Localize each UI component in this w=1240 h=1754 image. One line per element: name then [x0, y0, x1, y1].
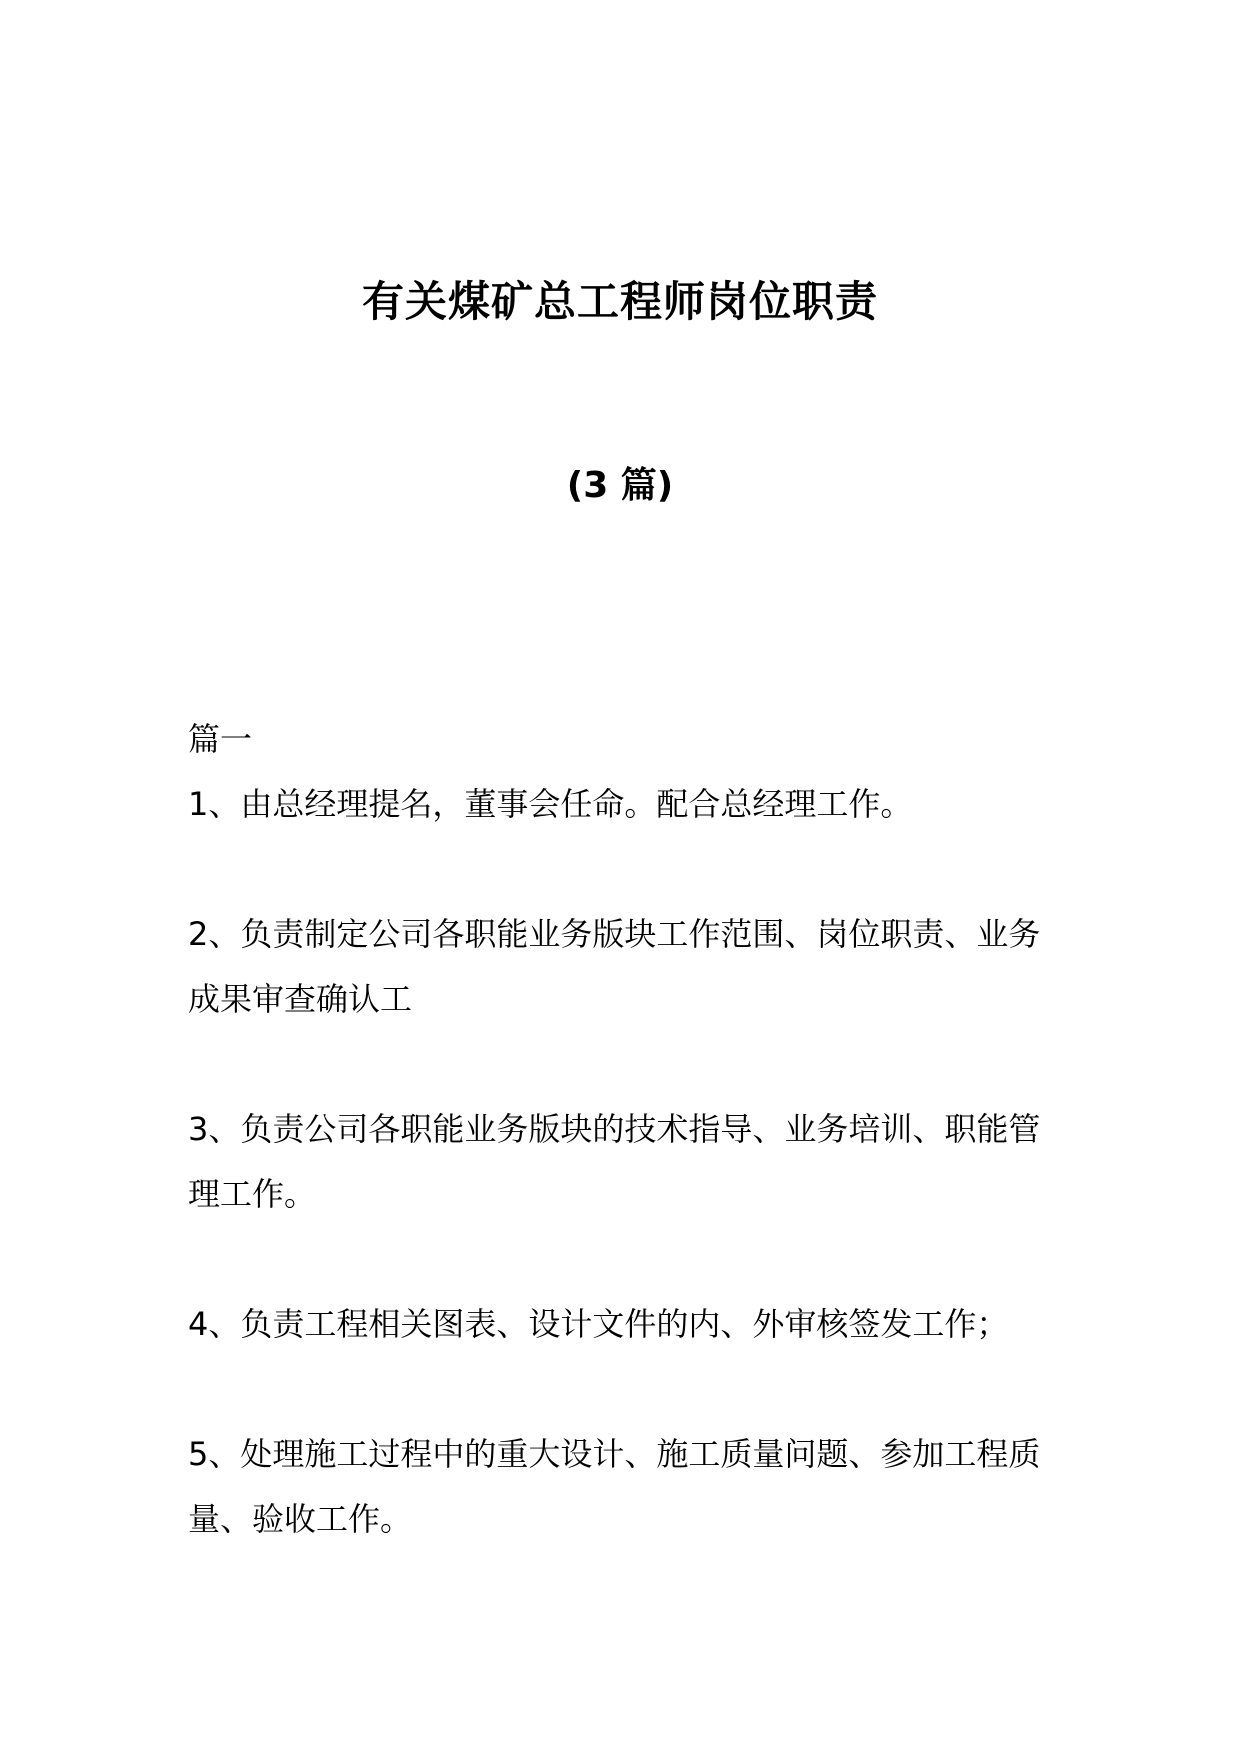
document-title: 有关煤矿总工程师岗位职责 [361, 277, 878, 326]
duty-item-2: 2、负责制定公司各职能业务版块工作范围、岗位职责、业务成果审查确认工 [188, 915, 1041, 1018]
document-subtitle: (3 篇) [566, 465, 674, 506]
duty-item-5: 5、处理施工过程中的重大设计、施工质量问题、参加工程质量、验收工作。 [188, 1435, 1041, 1538]
section-label: 篇一 [188, 720, 253, 758]
document-body [188, 707, 1068, 1617]
duty-item-3: 3、负责公司各职能业务版块的技术指导、业务培训、职能管理工作。 [188, 1110, 1041, 1213]
duty-item-1: 1、由总经理提名，董事会任命。配合总经理工作。 [188, 785, 913, 823]
duty-item-4: 4、负责工程相关图表、设计文件的内、外审核签发工作； [188, 1305, 1009, 1343]
